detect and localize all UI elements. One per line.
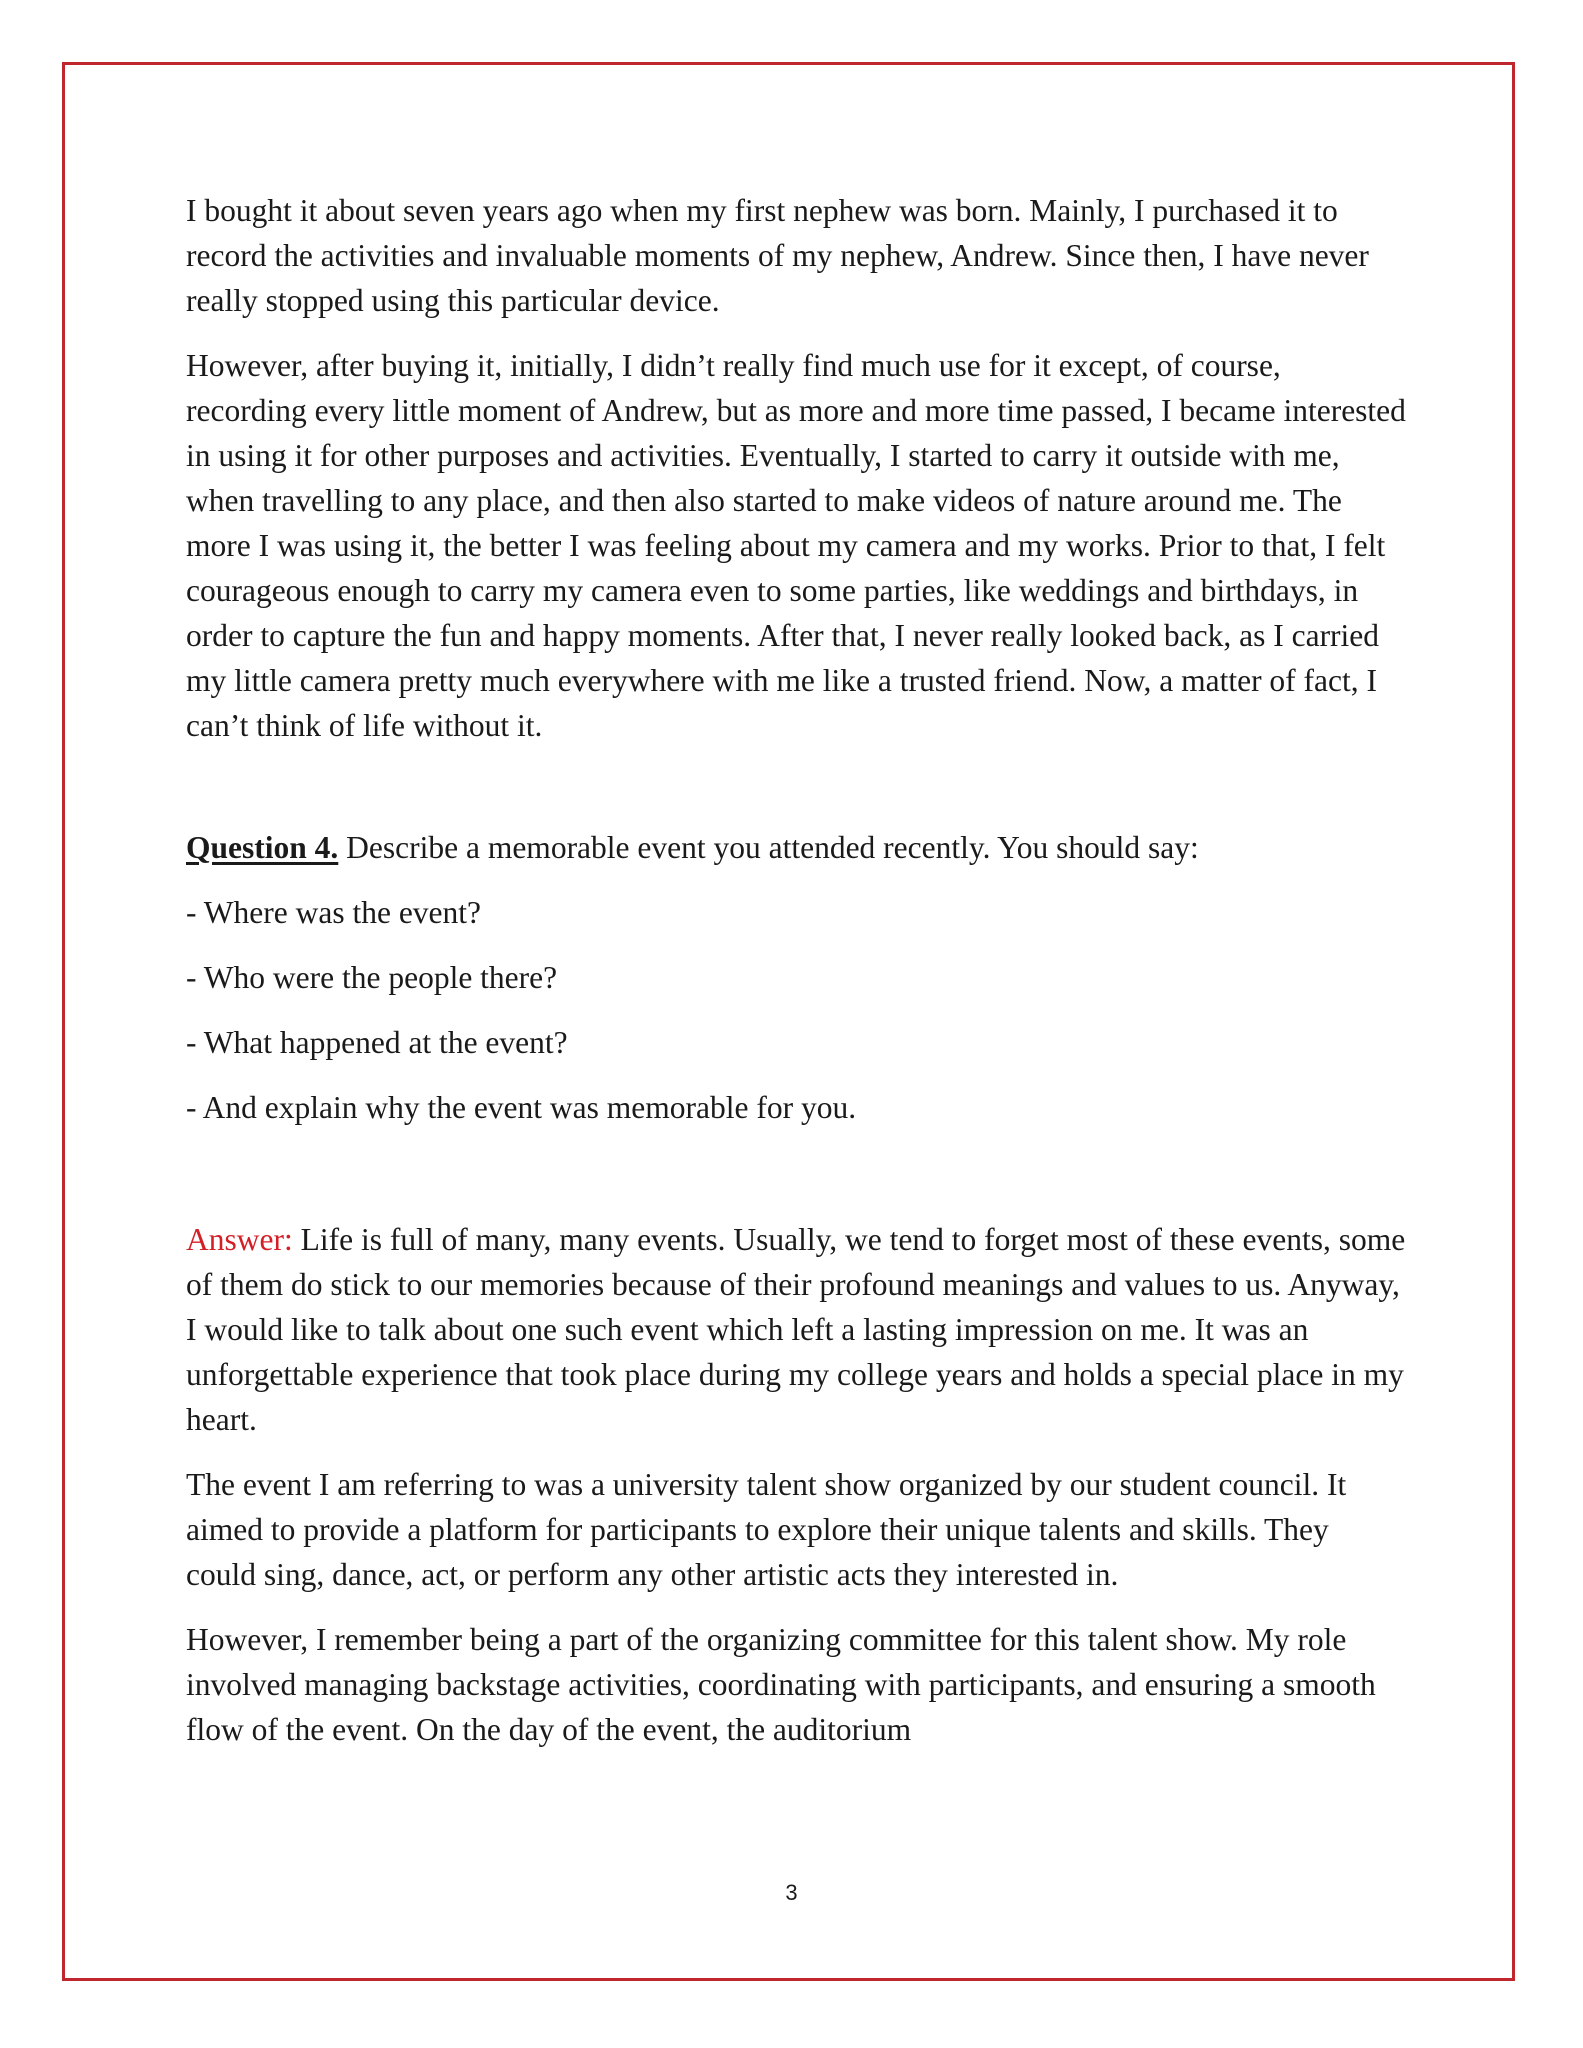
question-bullet-4: - And explain why the event was memorable for you. [186, 1090, 857, 1125]
question-bullet-2: - Who were the people there? [186, 960, 558, 995]
answer-text: Life is full of many, many events. Usually, we tend to forget most of these events, some of them do stick to our memories because of their profound meanings and values to us. Anyway, I would like to talk about one such event which left a lasting impression on me. It was an unforgettable experience that took place during my college years and holds a special place in my heart. [186, 1222, 1406, 1437]
question-heading [186, 825, 1406, 870]
answer-paragraph-2: The event I am referring to was a university talent show organized by our student council. It aimed to provide a platform for participants to explore their unique talents and skills. They could sing, dance, act, or perform any other artistic acts they interested in. [186, 1467, 1347, 1592]
answer-paragraph-3: However, I remember being a part of the organizing committee for this talent show. My role involved managing backstage activities, coordinating with participants, and ensuring a smooth flow of the event. On the day of the event, the auditorium [186, 1622, 1376, 1747]
question-bullet-1: - Where was the event? [186, 895, 482, 930]
answer-paragraph [186, 1217, 1406, 1442]
question-label: Question 4. [186, 830, 339, 865]
question-text: Describe a memorable event you attended recently. You should say: [338, 830, 1199, 865]
page-number: 3 [785, 1880, 798, 1905]
answer-label: Answer: [186, 1222, 293, 1257]
question-bullet-3: - What happened at the event? [186, 1025, 568, 1060]
intro-paragraph-1: I bought it about seven years ago when my first nephew was born. Mainly, I purchased it to record the activities and invaluable moments of my nephew, Andrew. Since then, I have never really stopped using this particular device. [186, 193, 1369, 318]
intro-paragraph-2: However, after buying it, initially, I didn’t really find much use for it except, of course, recording every little moment of Andrew, but as more and more time passed, I became interested in using it for other purposes and activities. Eventually, I started to carry it outside with me, when travelling to any place, and then also started to make videos of nature around me. The more I was using it, the better I was feeling about my camera and my works. Prior to that, I felt courageous enough to carry my camera even to some parties, like weddings and birthdays, in order to capture the fun and happy moments. After that, I never really looked back, as I carried my little camera pretty much everywhere with me like a trusted friend. Now, a matter of fact, I can’t think of life without it. [186, 348, 1406, 743]
document-body [186, 188, 1406, 1752]
